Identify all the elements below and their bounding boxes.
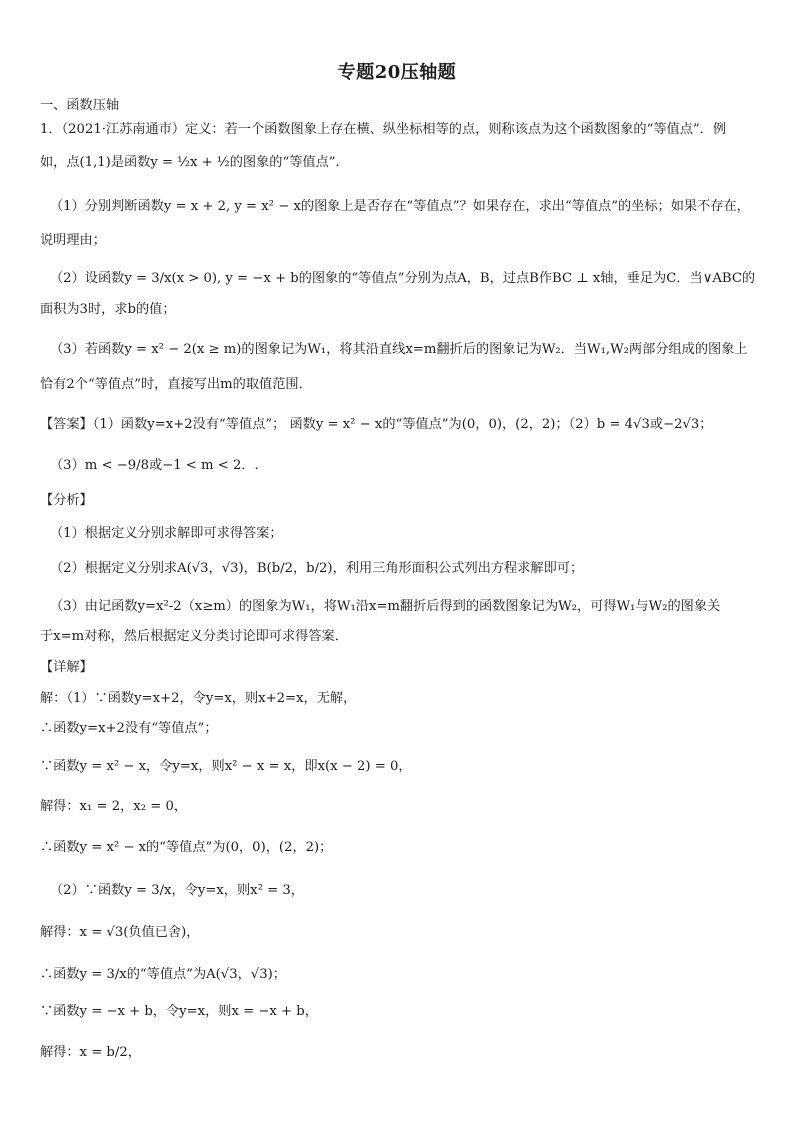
solution-line: ∴函数y = 3/x的“等值点”为A(√3，√3)；: [40, 967, 286, 982]
analysis-line: （1）根据定义分别求解即可求得答案；: [50, 526, 283, 541]
solution-line: 解得：x = √3(负值已舍)，: [40, 925, 200, 940]
problem-statement-line: 如，点(1,1)是函数y = ½x + ½的图象的“等值点”．: [40, 155, 349, 170]
solution-line: 解：（1）∵函数y=x+2，令y=x，则x+2=x，无解，: [40, 691, 357, 706]
solution-line: （2）∵函数y = 3/x，令y=x，则x² = 3，: [50, 883, 304, 898]
question-part-2-cont: 面积为3时，求b的值；: [40, 302, 176, 317]
solution-line: 解得：x = b/2，: [40, 1045, 141, 1060]
solution-line: ∴函数y=x+2没有“等值点”；: [40, 721, 218, 736]
answer-line: 【答案】（1）函数y=x+2没有“等值点”； 函数y = x² − x的“等值点”为(0，0)，(2，2)；（2）b = 4√3或−2√3；: [40, 417, 713, 432]
question-part-1-cont: 说明理由；: [40, 233, 106, 248]
section-heading: 一、函数压轴: [40, 98, 120, 113]
problem-statement-line: 1．（2021·江苏南通市）定义：若一个函数图象上存在横、纵坐标相等的点，则称该点为这个函数图象的“等值点”．例: [40, 122, 727, 137]
analysis-heading: 【分析】: [40, 493, 93, 508]
analysis-line-cont: 于x=m对称，然后根据定义分类讨论即可求得答案．: [40, 629, 348, 644]
solution-line: 解得：x₁ = 2，x₂ = 0，: [40, 799, 188, 814]
question-part-2: （2）设函数y = 3/x(x > 0), y = −x + b的图象的“等值点”分别为点A，B，过点B作BC ⊥ x轴，垂足为C．当∨ABC的: [50, 271, 756, 286]
question-part-3: （3）若函数y = x² − 2(x ≥ m)的图象记为W₁，将其沿直线x=m翻折后的图象记为W₂．当W₁,W₂两部分组成的图象上: [50, 342, 748, 357]
solution-line: ∵函数y = x² − x，令y=x，则x² − x = x，即x(x − 2) = 0，: [40, 759, 412, 774]
question-part-1: （1）分别判断函数y = x + 2, y = x² − x的图象上是否存在“等值点”？如果存在，求出“等值点”的坐标；如果不存在，: [50, 199, 750, 214]
analysis-line: （2）根据定义分别求A(√3，√3)，B(b/2，b/2)，利用三角形面积公式列出方程求解即可；: [50, 561, 584, 576]
solution-line: ∵函数y = −x + b，令y=x，则x = −x + b，: [40, 1004, 318, 1019]
page-title: 专题20压轴题: [337, 62, 457, 83]
question-part-3-cont: 恰有2个“等值点”时，直接写出m的取值范围．: [40, 377, 312, 392]
analysis-line: （3）由记函数y=x²-2（x≥m）的图象为W₁，将W₁沿x=m翻折后得到的函数图象记为W₂，可得W₁与W₂的图象关: [50, 599, 721, 614]
solution-line: ∴函数y = x² − x的“等值点”为(0，0)，(2，2)；: [40, 840, 333, 855]
detail-heading: 【详解】: [40, 660, 93, 675]
answer-line-cont: （3）m < −9/8或−1 < m < 2．.: [50, 458, 259, 473]
